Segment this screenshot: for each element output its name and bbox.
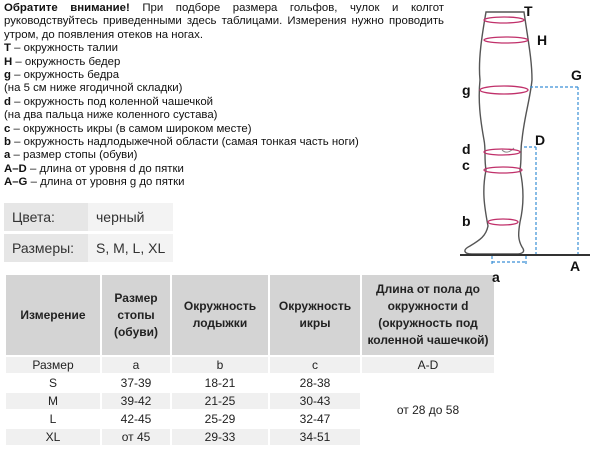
- legend-text: – окружность икры (в самом широком месте): [10, 122, 252, 135]
- legend-key: T: [4, 42, 11, 55]
- table-cell: 25-29: [171, 410, 269, 428]
- legend-key: b: [4, 136, 11, 149]
- table-cell: M: [5, 392, 101, 410]
- header-calf: Окружность икры: [269, 274, 361, 356]
- legend-line: [4, 123, 444, 136]
- table-cell: L: [5, 410, 101, 428]
- legend-line: [4, 96, 444, 109]
- label-A: A: [570, 258, 581, 274]
- legend-line: [4, 82, 444, 95]
- table-cell: XL: [5, 428, 101, 446]
- legend-text: – длина от уровня d до пятки: [26, 162, 184, 175]
- table-header-row: [5, 274, 495, 356]
- legend-text: – окружность бедра: [10, 69, 120, 82]
- instructions: [4, 2, 444, 190]
- table-cell: A-D: [361, 356, 495, 374]
- table-cell: 34-51: [269, 428, 361, 446]
- legend-key: A–D: [4, 162, 27, 175]
- legend-key: d: [4, 95, 11, 108]
- size-table: [4, 273, 496, 447]
- colors-row: [4, 203, 173, 231]
- table-cell: 37-39: [101, 374, 171, 392]
- legend-key: c: [4, 122, 11, 135]
- header-foot-size: Размер стопы (обуви): [101, 274, 171, 356]
- table-cell: 21-25: [171, 392, 269, 410]
- header-length: Длина от пола до окружности d (окружность под коленной чашечкой): [361, 274, 495, 356]
- label-G: G: [571, 67, 582, 83]
- table-cell: 30-43: [269, 392, 361, 410]
- legend-line: [4, 109, 444, 122]
- table-cell: 42-45: [101, 410, 171, 428]
- table-cell: 39-42: [101, 392, 171, 410]
- table-subheader-row: [5, 356, 495, 374]
- legend-text: (на 5 см ниже ягодичной складки): [4, 82, 183, 95]
- label-D: D: [535, 132, 546, 148]
- sizes-row: [4, 234, 173, 262]
- sizes-label: Размеры:: [4, 234, 88, 262]
- table-cell: b: [171, 356, 269, 374]
- label-b: b: [462, 213, 471, 229]
- label-g: g: [462, 82, 471, 98]
- legend-line: [4, 149, 444, 162]
- leg-outline: [465, 12, 532, 254]
- sizes-value: S, M, L, XL: [88, 234, 173, 262]
- table-cell: Размер: [5, 356, 101, 374]
- table-row: [5, 374, 495, 392]
- legend-text: (на два пальца ниже коленного сустава): [4, 109, 218, 122]
- label-c: c: [462, 157, 470, 173]
- legend-text: – окружность талии: [10, 42, 119, 55]
- legend-key: H: [4, 55, 13, 68]
- legend-text: – окружность под коленной чашечкой: [10, 95, 214, 108]
- intro-text: При подборе размера гольфов, чулок и колгот руководствуйтесь приведенными здесь таблицами. Измерения нужно проводить утром, до появления отеков на ногах.: [4, 2, 444, 41]
- intro-bold: Обратите внимание!: [4, 2, 130, 14]
- header-measurement: Измерение: [5, 274, 101, 356]
- legend-text: – размер стопы (обуви): [10, 149, 138, 162]
- label-H: H: [537, 32, 548, 48]
- legend-key: g: [4, 69, 11, 82]
- legend-line: [4, 69, 444, 82]
- label-T: T: [524, 3, 533, 19]
- legend-line: [4, 42, 444, 55]
- table-cell: 18-21: [171, 374, 269, 392]
- product-info: [4, 200, 173, 265]
- legend-line: [4, 136, 444, 149]
- legend-text: – длина от уровня g до пятки: [27, 176, 185, 189]
- leg-measurement-diagram: [440, 0, 593, 290]
- table-cell: 28-38: [269, 374, 361, 392]
- legend-key: a: [4, 149, 11, 162]
- legend-line: [4, 176, 444, 189]
- table-cell: S: [5, 374, 101, 392]
- colors-label: Цвета:: [4, 203, 88, 231]
- table-cell: a: [101, 356, 171, 374]
- legend-line: [4, 56, 444, 69]
- legend-text: – окружность бедер: [12, 55, 121, 68]
- table-cell: 29-33: [171, 428, 269, 446]
- table-cell: c: [269, 356, 361, 374]
- legend-text: – окружность надлодыжечной области (самая тонкая часть ноги): [10, 136, 359, 149]
- legend-key: A–G: [4, 176, 28, 189]
- intro-paragraph: [4, 2, 444, 42]
- colors-value: черный: [88, 203, 173, 231]
- header-ankle: Окружность лодыжки: [171, 274, 269, 356]
- measurement-legend: [4, 42, 444, 189]
- table-cell: 32-47: [269, 410, 361, 428]
- table-cell: от 45: [101, 428, 171, 446]
- label-d: d: [462, 141, 471, 157]
- label-a: a: [492, 269, 500, 285]
- legend-line: [4, 163, 444, 176]
- merged-length-cell: от 28 до 58: [361, 374, 495, 446]
